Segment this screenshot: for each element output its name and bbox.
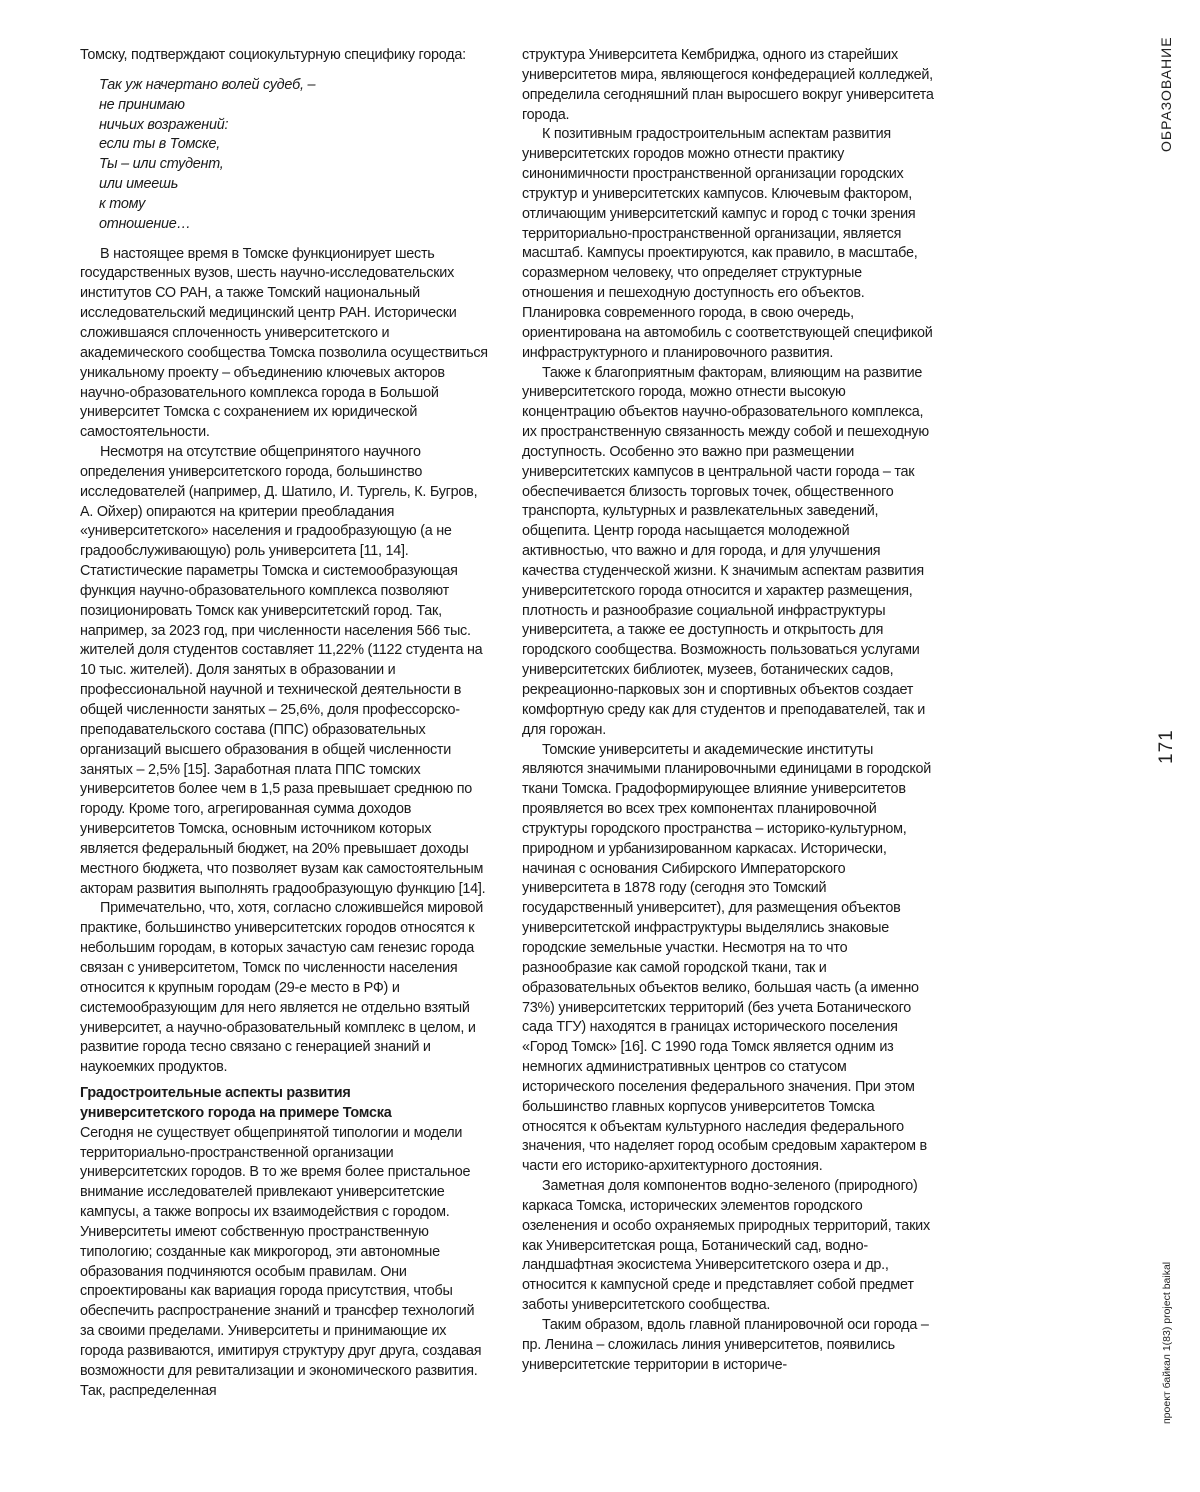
poem-line: не принимаю [99, 96, 185, 113]
paragraph: Томские университеты и академические институты являются значимыми планировочными единицами в городской ткани Томска. Градоформирующее влияние университетов проявляется во всех трех компонентах планировочной структуры городского пространства – историко-культурном, природном и урбанизированном каркасах. Исторически, начиная с основания Сибирского Императорского университета в 1878 году (сегодня это Томский государственный университет), для размещения объектов университетской инфраструктуры выделялись знаковые городские земельные участки. Несмотря на то что разнообразие как самой городской ткани, так и образовательных объектов велико, большая часть (а именно 73%) университетских территорий (без учета Ботанического сада ТГУ) находятся в границах исторического поселения «Город Томск» [16]. С 1990 года Томск является одним из немногих административных центров со статусом исторического поселения федерального значения. При этом большинство главных корпусов университетов Томска относятся к объектам культурного наследия федерального значения, что наделяет город особым средовым характером в части его историко-архитектурного достояния. [522, 741, 932, 1175]
paragraph: В настоящее время в Томске функционирует шесть государственных вузов, шесть научно-исследовательских институтов СО РАН, а также Томский национальный исследовательский медицинский центр РАН. Исторически сложившаяся сплоченность университетского и академического сообщества Томска позволила осуществиться уникальному проекту – объединению ключевых акторов научно-образовательного комплекса города в Большой университет Томска с сохранением их юридической самостоятельности. [80, 245, 488, 441]
poem-line: ничьих возражений: [99, 116, 229, 133]
paragraph: Сегодня не существует общепринятой типологии и модели территориально-пространственной организации университетских городов. В то же время более пристальное внимание исследователей привлекают университетские кампусы, а также вопросы их взаимодействия с городом. Университеты имеют собственную пространственную типологию; созданные как микрогород, эти автономные образования подчиняются особым правилам. Они спроектированы как вариация города присутствия, чтобы обеспечить распространение знаний и трансфер технологий за своими пределами. Университеты и принимающие их города развиваются, имитируя структуру друг друга, создавая возможности для ревитализации и экономического развития. Так, распределенная [80, 1124, 482, 1399]
poem-line: отношение… [99, 215, 191, 232]
poem-line: или имеешь [99, 176, 179, 193]
page-number: 171 [1156, 729, 1177, 764]
section-heading-line: университетского города на примере Томска [80, 1104, 392, 1121]
paragraph: К позитивным градостроительным аспектам развития университетских городов можно отнести практику синонимичности пространственной организации городских структур и университетских кампусов. Ключевым фактором, отличающим университетский кампус и город с точки зрения территориально-пространственной организации, является масштаб. Кампусы проектируются, как правило, в масштабе, соразмерном человеку, что определяет структурные отношения и пешеходную доступность его объектов. Планировка современного города, в свою очередь, ориентирована на автомобиль с соответствующей спецификой инфраструктурного и планировочного развития. [522, 126, 933, 361]
poem-line: Ты – или студент, [99, 156, 224, 173]
poem-line: если ты в Томске, [99, 136, 221, 153]
right-column [522, 46, 934, 1376]
section-label: ОБРАЗОВАНИЕ [1158, 36, 1174, 152]
paragraph: Примечательно, что, хотя, согласно сложившейся мировой практике, большинство университетских городов относятся к небольшим городам, в которых зачастую сам генезис города связан с университетом, Томск по численности населения относится к крупным городам (29-е место в РФ) и системообразующим для него является не отдельно взятый университет, а научно-образовательный комплекс в целом, и развитие города тесно связано с генерацией знаний и наукоемких продуктов. [80, 900, 484, 1076]
journal-label: проект байкал 1(83) project baikal [1161, 1261, 1173, 1424]
paragraph: Заметная доля компонентов водно-зеленого (природного) каркаса Томска, исторических элементов городского озеленения и особо охраняемых природных территорий, таких как Университетская роща, Ботанический сад, водно-ландшафтная экосистема Университетского озера и др., относится к кампусной среде и представляет собой предмет заботы университетского сообщества. [522, 1178, 930, 1314]
paragraph: Также к благоприятным факторам, влияющим на развитие университетского города, можно отнести высокую концентрацию объектов научно-образовательного комплекса, их пространственную связанность между собой и пешеходную доступность. Особенно это важно при размещении университетских кампусов в центральной части города – так обеспечивается близость торговых точек, общественного транспорта, культурных и развлекательных заведений, общепита. Центр города насыщается молодежной активностью, что важно и для города, и для улучшения качества студенческой жизни. К значимым аспектам развития университетского города относится и характер размещения, плотность и разнообразие социальной инфраструктуры университета, а также ее доступность и открытость для городского сообщества. Возможность пользоваться услугами университетских библиотек, музеев, ботанических садов, рекреационно-парковых зон и спортивных объектов создает комфортную среду как для студентов и преподавателей, так и для горожан. [522, 364, 929, 738]
poem-line: к тому [99, 195, 146, 212]
poem-quote [99, 76, 492, 235]
poem-line: Так уж начертано волей судеб, – [99, 76, 316, 93]
section-heading [80, 1084, 492, 1124]
intro-paragraph: Томску, подтверждают социокультурную специфику города: [80, 47, 466, 63]
left-column [80, 46, 492, 1402]
paragraph: структура Университета Кембриджа, одного из старейших университетов мира, являющегося конфедерацией колледжей, определила сегодняшний план выросшего вокруг университета города. [522, 47, 934, 123]
paragraph: Несмотря на отсутствие общепринятого научного определения университетского города, большинство исследователей (например, Д. Шатило, И. Тургель, К. Бугров, А. Ойхер) опираются на критерии преобладания «университетского» населения и градообразующую (а не градообслуживающую) роль университета [11, 14]. Статистические параметры Томска и системообразующая функция научно-образовательного комплекса позволяют позиционировать Томск как университетский город. Так, например, за 2023 год, при численности населения 566 тыс. жителей доля студентов составляет 11,22% (1122 студента на 10 тыс. жителей). Доля занятых в образовании и профессиональной научной и технической деятельности в общей численности занятых – 25,6%, доля профессорско-преподавательского состава (ППС) образовательных организаций высшего образования в общей численности занятых – 2,5% [15]. Заработная плата ППС томских университетов более чем в 1,5 раза превышает среднюю по городу. Кроме того, агрегированная сумма доходов университетов Томска, основным источником которых является федеральный бюджет, на 20% превышает доходы местного бюджета, что позволяет вузам как самостоятельным акторам развития выполнять градообразующую функцию [14]. [80, 444, 486, 897]
section-heading-line: Градостроительные аспекты развития [80, 1085, 351, 1102]
paragraph: Таким образом, вдоль главной планировочной оси города – пр. Ленина – сложилась линия университетов, появились университетские территории в историче- [522, 1317, 929, 1373]
